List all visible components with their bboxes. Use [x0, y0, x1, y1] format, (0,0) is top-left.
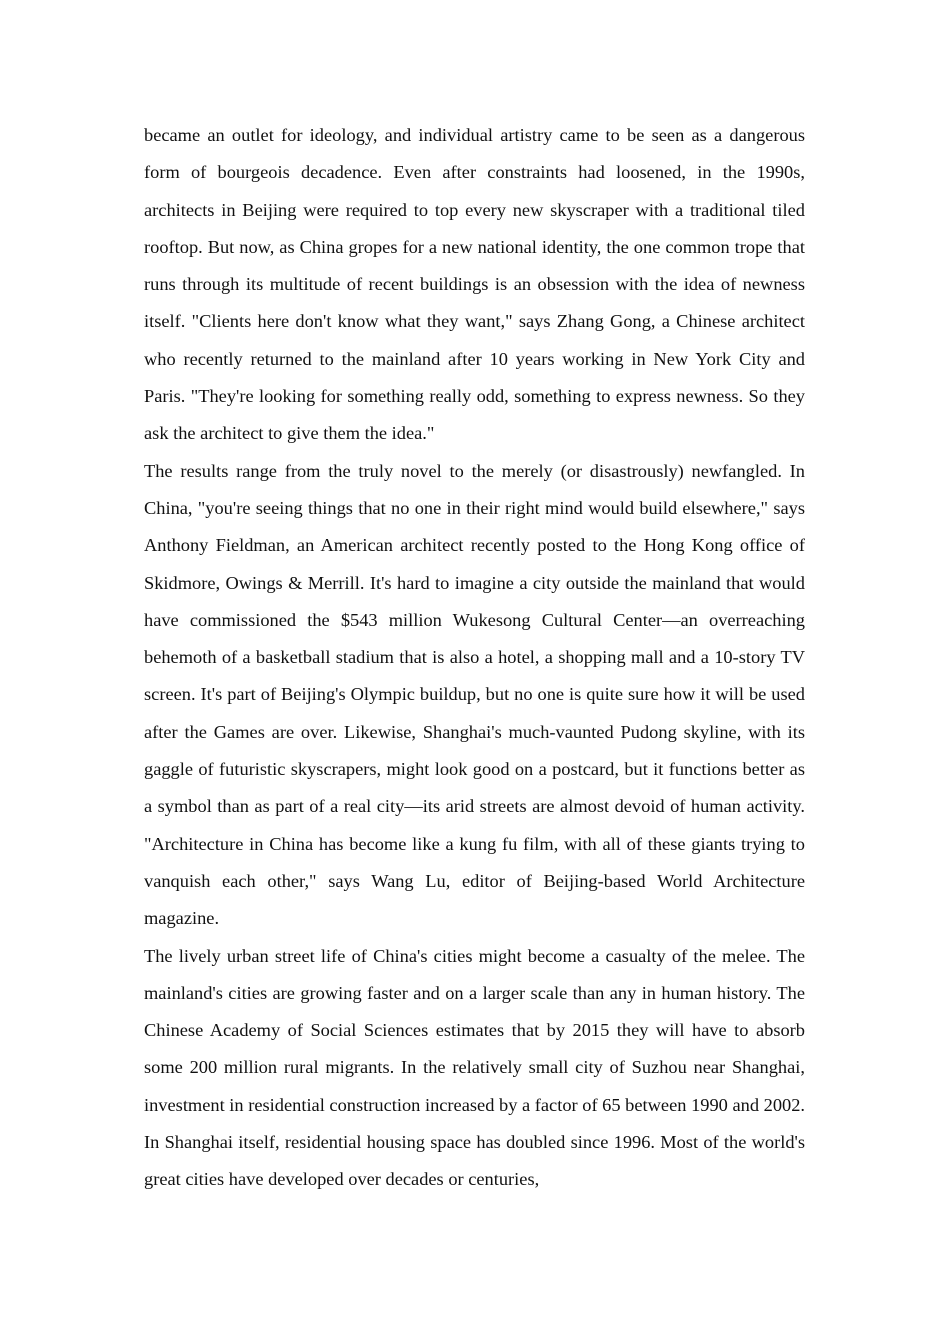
paragraph-ideology: became an outlet for ideology, and individual artistry came to be seen as a dangerous form of bourgeois decadence. Even after constraints had loosened, in the 1990s, architects in Beijing were required to top every new skyscraper with a traditional tiled rooftop. But now, as China gropes for a new national identity, the one common trope that runs through its multitude of recent buildings is an obsession with the idea of newness itself. "Clients here don't know what they want," says Zhang Gong, a Chinese architect who recently returned to the mainland after 10 years working in New York City and Paris. "They're looking for something really odd, something to express newness. So they ask the architect to give them the idea.": [144, 125, 805, 444]
paragraph-results: The results range from the truly novel to the merely (or disastrously) newfangled. In China, "you're seeing things that no one in their right mind would build elsewhere," says Anthony Fieldman, an American architect recently posted to the Hong Kong office of Skidmore, Owings & Merrill. It's hard to imagine a city outside the mainland that would have commissioned the $543 million Wukesong Cultural Center—an overreaching behemoth of a basketball stadium that is also a hotel, a shopping mall and a 10-story TV screen. It's part of Beijing's Olympic buildup, but no one is quite sure how it will be used after the Games are over. Likewise, Shanghai's much-vaunted Pudong skyline, with its gaggle of futuristic skyscrapers, might look good on a postcard, but it functions better as a symbol than as part of a real city—its arid streets are almost devoid of human activity. "Architecture in China has become like a kung fu film, with all of these giants trying to vanquish each other," says Wang Lu, editor of Beijing-based World Architecture magazine.: [144, 460, 805, 929]
document-page: [144, 117, 805, 1199]
paragraph-street-life: The lively urban street life of China's cities might become a casualty of the melee. The mainland's cities are growing faster and on a larger scale than any in human history. The Chinese Academy of Social Sciences estimates that by 2015 they will have to absorb some 200 million rural migrants. In the relatively small city of Suzhou near Shanghai, investment in residential construction increased by a factor of 65 between 1990 and 2002. In Shanghai itself, residential housing space has doubled since 1996. Most of the world's great cities have developed over decades or centuries,: [144, 945, 805, 1190]
